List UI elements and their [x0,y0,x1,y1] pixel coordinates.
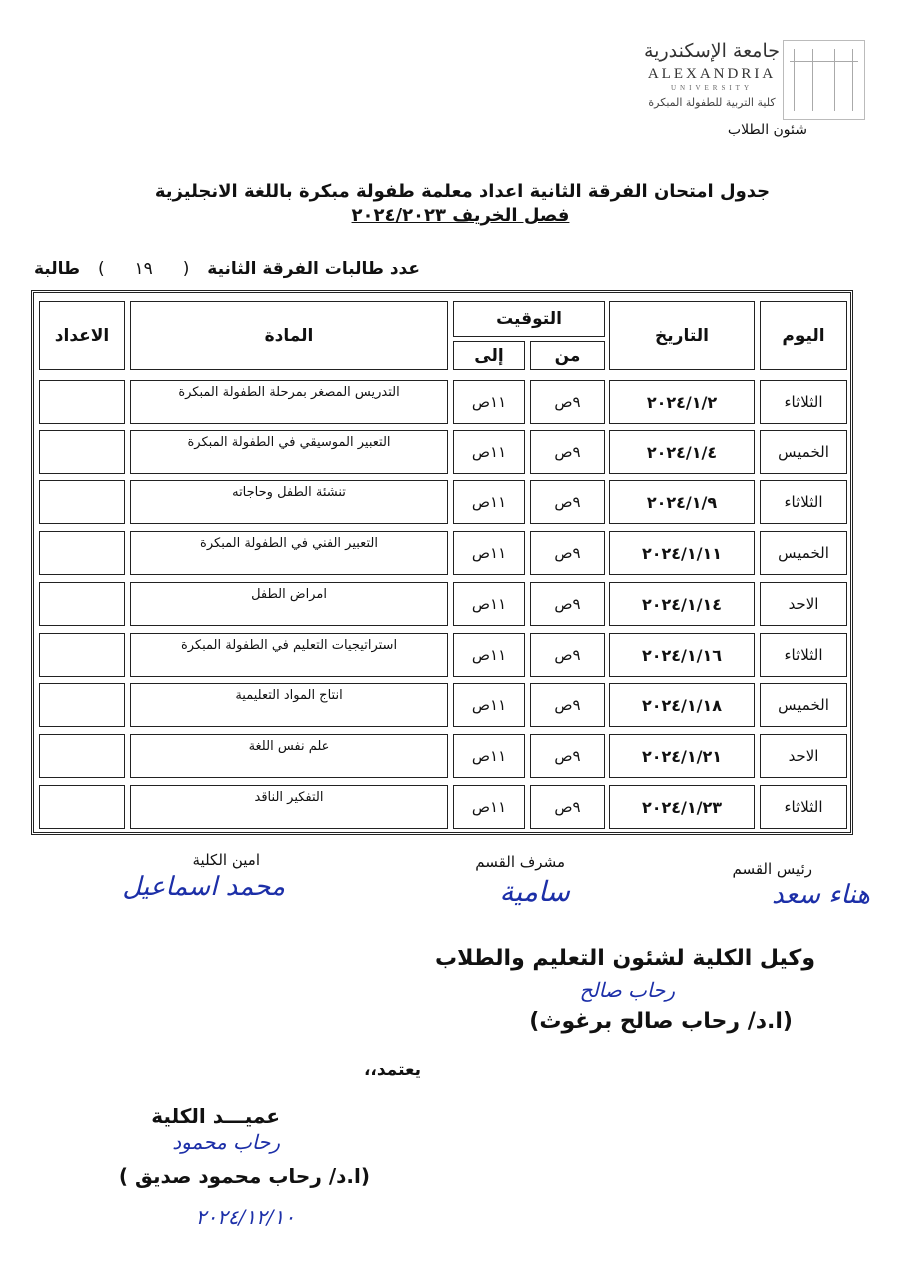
approval-date: ٢٠٢٤/١٢/١٠ [195,1205,295,1229]
to-time-cell: ١١ص [453,430,525,474]
header-preparation: الاعداد [39,301,125,370]
from-time-cell: ٩ص [530,380,605,424]
date-cell: ٢٠٢٤/١/١٤ [609,582,755,626]
to-time-cell: ١١ص [453,380,525,424]
preparation-cell [39,785,125,829]
subject-cell: التعبير الموسيقي في الطفولة المبكرة [130,430,448,474]
from-time-cell: ٩ص [530,582,605,626]
subject-cell: تنشئة الطفل وحاجاته [130,480,448,524]
preparation-cell [39,683,125,727]
subject-cell: التفكير الناقد [130,785,448,829]
preparation-cell [39,633,125,677]
document-subtitle: فصل الخريف ٢٠٢٤/٢٠٢٣ [351,205,570,226]
student-count-close: ) [97,259,105,279]
vice-dean-signature: رحاب صالح [579,978,675,1002]
date-cell: ٢٠٢٤/١/٢١ [609,734,755,778]
student-count-open: ( [182,259,190,279]
approval-label: يعتمد،، [363,1060,421,1080]
from-time-cell: ٩ص [530,683,605,727]
student-count-unit: طالبة [34,259,81,279]
date-cell: ٢٠٢٤/١/٢ [609,380,755,424]
preparation-cell [39,582,125,626]
to-time-cell: ١١ص [453,480,525,524]
date-cell: ٢٠٢٤/١/١٦ [609,633,755,677]
header-from: من [530,341,605,370]
preparation-cell [39,430,125,474]
day-cell: الاحد [760,734,847,778]
to-time-cell: ١١ص [453,531,525,575]
vice-dean-title: وكيل الكلية لشئون التعليم والطلاب [435,946,815,971]
day-cell: الخميس [760,430,847,474]
subject-cell: امراض الطفل [130,582,448,626]
from-time-cell: ٩ص [530,531,605,575]
dean-name: (ا.د/ رحاب محمود صديق ) [118,1164,370,1188]
subject-cell: التدريس المصغر بمرحلة الطفولة المبكرة [130,380,448,424]
to-time-cell: ١١ص [453,734,525,778]
dean-signature: رحاب محمود [172,1130,280,1154]
to-time-cell: ١١ص [453,683,525,727]
header-to: إلى [453,341,525,370]
student-count [34,259,420,279]
header-timing: التوقيت [453,301,605,337]
supervisor-signature: سامية [499,875,570,908]
header-subject: المادة [130,301,448,370]
logo-faculty: كلية التربية للطفولة المبكرة [648,96,776,109]
day-cell: الثلاثاء [760,785,847,829]
to-time-cell: ١١ص [453,633,525,677]
header-date: التاريخ [609,301,755,370]
head-of-department-label: رئيس القسم [732,860,812,878]
day-cell: الثلاثاء [760,633,847,677]
to-time-cell: ١١ص [453,582,525,626]
document-title: جدول امتحان الفرقة الثانية اعداد معلمة طفولة مبكرة باللغة الانجليزية [154,181,771,202]
day-cell: الخميس [760,531,847,575]
logo-english: ALEXANDRIA [647,66,777,82]
date-cell: ٢٠٢٤/١/١١ [609,531,755,575]
from-time-cell: ٩ص [530,430,605,474]
day-cell: الخميس [760,683,847,727]
subject-cell: علم نفس اللغة [130,734,448,778]
faculty-secretary-label: امين الكلية [192,851,260,869]
department-label: شئون الطلاب [727,122,807,138]
university-logo-mark [783,40,865,120]
subject-cell: انتاج المواد التعليمية [130,683,448,727]
from-time-cell: ٩ص [530,785,605,829]
exam-table [31,290,853,835]
from-time-cell: ٩ص [530,633,605,677]
logo-arabic: جامعة الإسكندرية [644,40,780,62]
preparation-cell [39,531,125,575]
subject-cell: استراتيجيات التعليم في الطفولة المبكرة [130,633,448,677]
date-cell: ٢٠٢٤/١/١٨ [609,683,755,727]
supervisor-label: مشرف القسم [475,853,565,871]
faculty-secretary-signature: محمد اسماعيل [122,872,285,902]
day-cell: الثلاثاء [760,480,847,524]
date-cell: ٢٠٢٤/١/٤ [609,430,755,474]
logo-english-sub: UNIVERSITY [671,84,753,92]
day-cell: الثلاثاء [760,380,847,424]
vice-dean-name: (ا.د/ رحاب صالح برغوث) [529,1009,793,1034]
head-of-department-signature: هناء سعد [772,880,870,910]
date-cell: ٢٠٢٤/١/٢٣ [609,785,755,829]
subject-cell: التعبير الفني في الطفولة المبكرة [130,531,448,575]
date-cell: ٢٠٢٤/١/٩ [609,480,755,524]
header-day: اليوم [760,301,847,370]
from-time-cell: ٩ص [530,480,605,524]
student-count-value: ١٩ [134,259,153,279]
to-time-cell: ١١ص [453,785,525,829]
student-count-label: عدد طالبات الفرقة الثانية [207,259,420,279]
preparation-cell [39,734,125,778]
preparation-cell [39,380,125,424]
dean-title: عميـــد الكلية [151,1104,280,1128]
from-time-cell: ٩ص [530,734,605,778]
day-cell: الاحد [760,582,847,626]
preparation-cell [39,480,125,524]
